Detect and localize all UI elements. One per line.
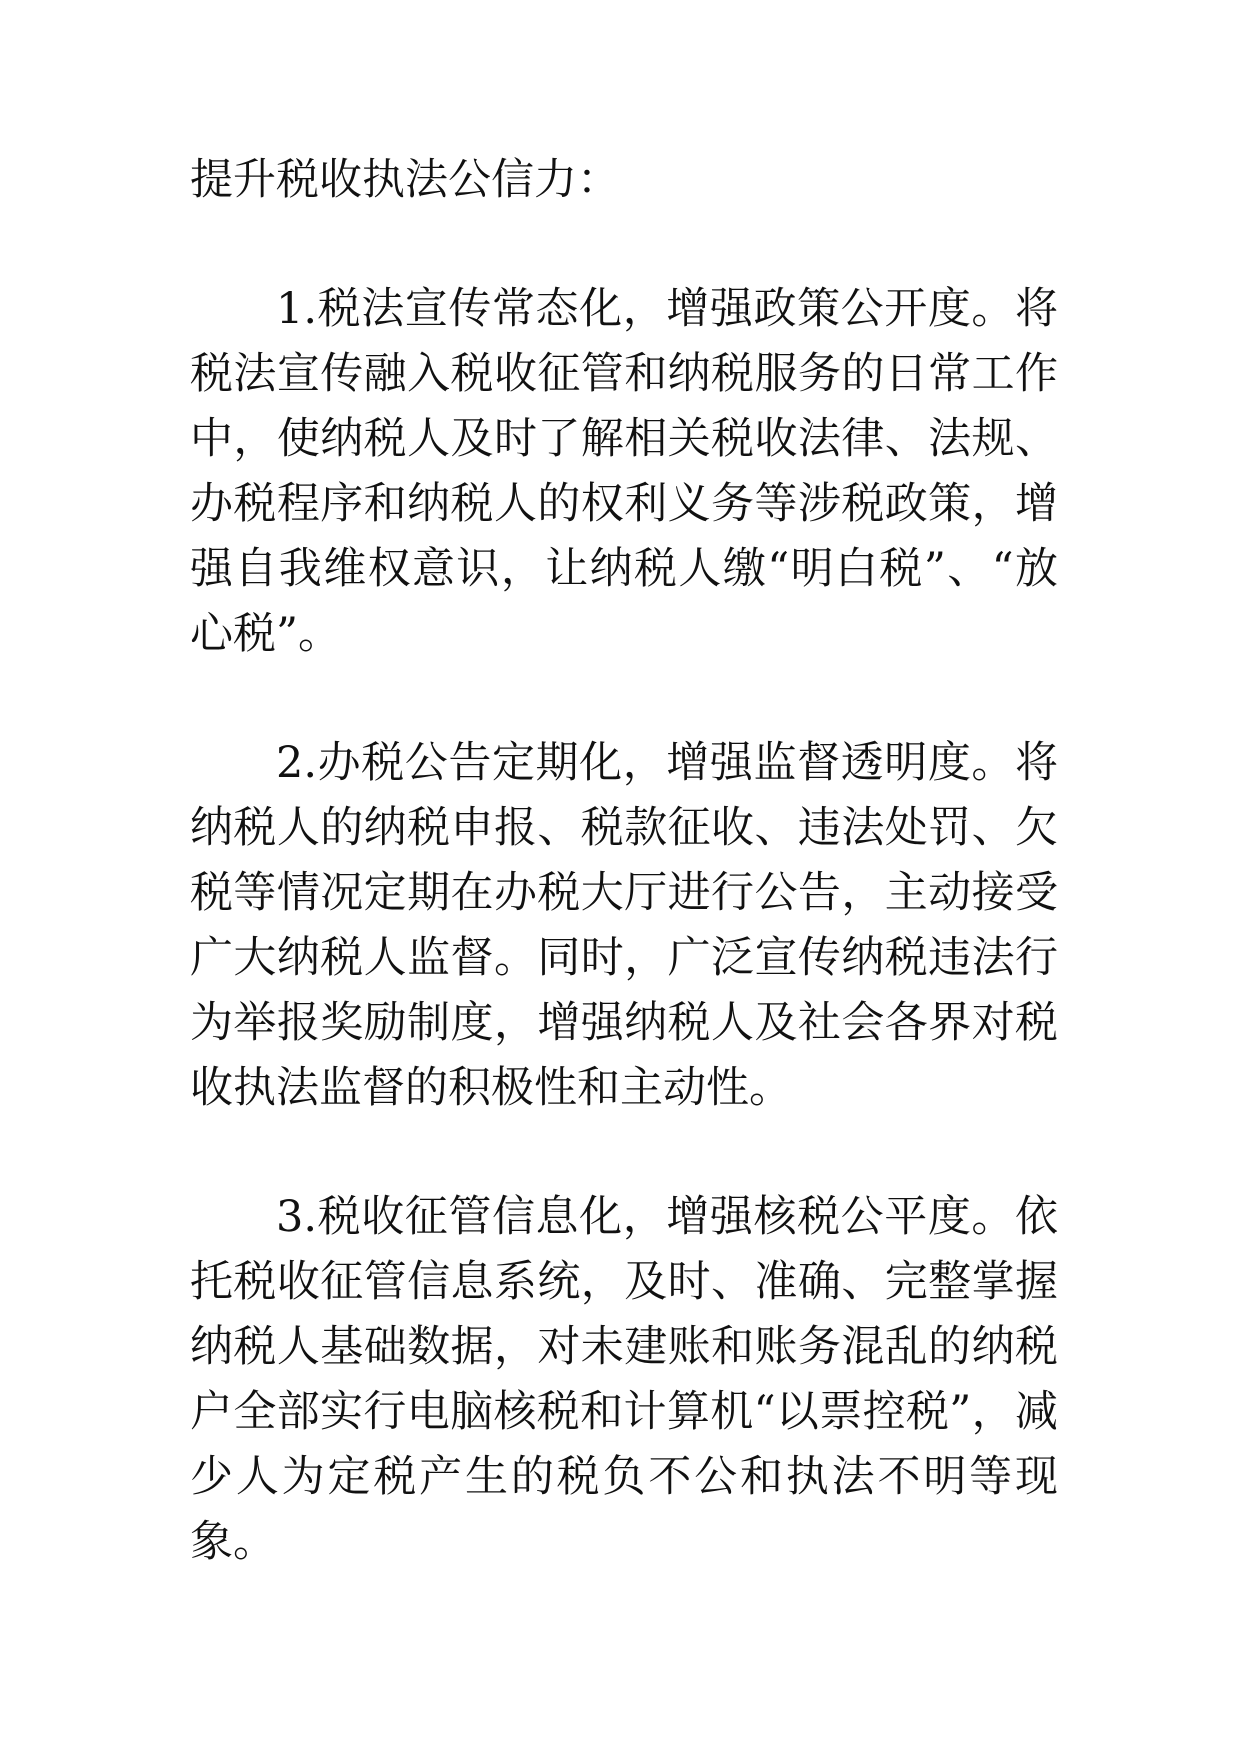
paragraph-3 <box>190 1185 1058 1575</box>
document-body <box>190 148 1058 1575</box>
paragraph-2-lead: 2.办税公告定期化，增强监督透明度。 <box>276 738 1015 788</box>
paragraph-3-body: 依托税收征管信息系统，及时、准确、完整掌握纳税人基础数据，对未建账和账务混乱的纳税户全部实行电脑核税和计算机“以票控税”，减少人为定税产生的税负不公和执法不明等现象。 <box>190 1192 1058 1567</box>
paragraph-2 <box>190 731 1058 1121</box>
section-heading: 提升税收执法公信力： <box>190 155 620 205</box>
paragraph-1-body: 将税法宣传融入税收征管和纳税服务的日常工作中，使纳税人及时了解相关税收法律、法规、办税程序和纳税人的权利义务等涉税政策，增强自我维权意识，让纳税人缴“明白税”、“放心税”。 <box>190 284 1058 659</box>
paragraph-1-lead: 1.税法宣传常态化，增强政策公开度。 <box>276 284 1015 334</box>
paragraph-2-body: 将纳税人的纳税申报、税款征收、违法处罚、欠税等情况定期在办税大厅进行公告，主动接受广大纳税人监督。同时，广泛宣传纳税违法行为举报奖励制度，增强纳税人及社会各界对税收执法监督的积极性和主动性。 <box>190 738 1058 1113</box>
paragraph-1 <box>190 277 1058 667</box>
paragraph-3-lead: 3.税收征管信息化，增强核税公平度。 <box>276 1192 1015 1242</box>
